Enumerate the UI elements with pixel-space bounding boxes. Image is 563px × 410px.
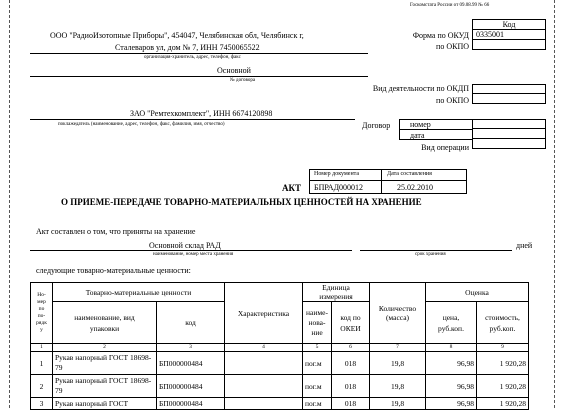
depositor-caption: поклажедатель (наименование, адрес, телефон, факс, фамилия, имя, отчество) bbox=[58, 122, 225, 127]
term-line bbox=[360, 250, 512, 251]
col-number: 6 bbox=[332, 344, 370, 352]
custodian-address: Сталеваров ул, дом № 7, ИНН 7450065522 bbox=[115, 43, 260, 52]
row-characteristic bbox=[225, 352, 303, 375]
row-cost: 1 920,28 bbox=[477, 398, 529, 410]
col-unit-header: Единица измерения bbox=[303, 283, 370, 302]
contract-label: Договор bbox=[362, 121, 391, 130]
doc-date-header: Дата составления bbox=[387, 171, 432, 177]
operation-label: Вид операции bbox=[421, 143, 469, 152]
contract-number-cell bbox=[472, 119, 546, 129]
okud-value: 0335001 bbox=[476, 30, 504, 39]
row-price: 96,98 bbox=[426, 375, 477, 398]
col-number: 5 bbox=[303, 344, 332, 352]
doc-date: 25.02.2010 bbox=[397, 183, 433, 192]
col-code-header: код bbox=[157, 302, 225, 344]
doc-info-divider-h bbox=[309, 180, 467, 181]
header-note: Госкомстата России от 09.08.99 № 66 bbox=[410, 3, 490, 8]
custodian-caption: организация-хранитель, адрес, телефон, факс bbox=[144, 55, 241, 60]
table-row bbox=[31, 352, 529, 375]
row-cost: 1 920,28 bbox=[477, 352, 529, 375]
row-unit: пог.м bbox=[303, 375, 332, 398]
basis-value: Основной bbox=[217, 66, 251, 75]
custodian-name: ООО "РадиоИзотопные Приборы", 454047, Челябинская обл, Челябинск г, bbox=[50, 31, 304, 40]
contract-date-label: дата bbox=[410, 131, 425, 140]
operation-cell bbox=[472, 139, 546, 149]
row-item-name: Рукав напорный ГОСТ bbox=[53, 398, 157, 410]
col-eval-header: Оценка bbox=[426, 283, 529, 302]
basis-caption: № договора bbox=[230, 78, 256, 83]
row-item-code: БП000000484 bbox=[157, 375, 225, 398]
act-intro: Акт составлен о том, что приняты на хранение bbox=[36, 227, 196, 236]
col-number: 7 bbox=[370, 344, 426, 352]
act-word: АКТ bbox=[282, 183, 302, 193]
col-number: 9 bbox=[477, 344, 529, 352]
row-cost: 1 920,28 bbox=[477, 375, 529, 398]
row-characteristic bbox=[225, 375, 303, 398]
col-number: 2 bbox=[53, 344, 157, 352]
row-okei: 018 bbox=[332, 375, 370, 398]
row-number: 1 bbox=[31, 352, 53, 375]
col-char-header: Характеристика bbox=[225, 283, 303, 344]
col-price-header: цена, руб.коп. bbox=[426, 302, 477, 344]
okud-cell bbox=[472, 30, 546, 40]
row-quantity: 19,8 bbox=[370, 375, 426, 398]
term-caption: срок хранения bbox=[415, 252, 446, 257]
row-okei: 018 bbox=[332, 398, 370, 410]
right-page-border bbox=[554, 0, 555, 408]
following-label: следующие товарно-материальные ценности: bbox=[36, 266, 191, 275]
col-number: 3 bbox=[157, 344, 225, 352]
row-item-name: Рукав напорный ГОСТ 18698-79 bbox=[53, 352, 157, 375]
contract-inner-divider bbox=[399, 129, 473, 130]
days-label: дней bbox=[516, 241, 533, 250]
okdp-cell bbox=[472, 84, 546, 94]
depositor-name: ЗАО "Ремтехкомплект", ИНН 6674120898 bbox=[130, 109, 273, 118]
col-unit-name-header: наиме- нова- ние bbox=[303, 302, 332, 344]
row-item-name: Рукав напорный ГОСТ 18698-79 bbox=[53, 375, 157, 398]
okud-label: Форма по ОКУД bbox=[412, 31, 469, 40]
doc-number: БПРАД000012 bbox=[314, 183, 364, 192]
okpo-label-2: по ОКПО bbox=[436, 96, 469, 105]
row-item-code: БП000000484 bbox=[157, 352, 225, 375]
table-row bbox=[31, 375, 529, 398]
contract-number-label: номер bbox=[410, 120, 431, 129]
depositor-line bbox=[30, 119, 355, 120]
col-qty-header: Количество (масса) bbox=[370, 283, 426, 344]
okpo-label-1: по ОКПО bbox=[436, 42, 469, 51]
act-title: О ПРИЕМЕ-ПЕРЕДАЧЕ ТОВАРНО-МАТЕРИАЛЬНЫХ ЦЕННОСТЕЙ НА ХРАНЕНИЕ bbox=[61, 197, 422, 207]
col-number: 1 bbox=[31, 344, 53, 352]
warehouse-name: Основной склад РАД bbox=[149, 241, 221, 250]
doc-info-divider-v bbox=[381, 169, 382, 194]
warehouse-caption: наименование, номер места хранения bbox=[153, 252, 234, 257]
warehouse-line bbox=[30, 250, 352, 251]
row-quantity: 19,8 bbox=[370, 398, 426, 410]
row-unit: пог.м bbox=[303, 352, 332, 375]
col-goods-header: Товарно-материальные ценности bbox=[53, 283, 225, 302]
code-title: Код bbox=[502, 20, 516, 29]
okpo-cell-2 bbox=[472, 94, 546, 104]
row-okei: 018 bbox=[332, 352, 370, 375]
row-number: 3 bbox=[31, 398, 53, 410]
row-unit: пог.м bbox=[303, 398, 332, 410]
col-okei-header: код по ОКЕИ bbox=[332, 302, 370, 344]
custodian-line bbox=[30, 53, 368, 54]
row-item-code: БП000000484 bbox=[157, 398, 225, 410]
col-num-header: Но- мер по по- рядк у bbox=[31, 283, 53, 344]
column-number-row bbox=[31, 344, 529, 352]
basis-line bbox=[30, 76, 368, 77]
okdp-label: Вид деятельности по ОКДП bbox=[372, 84, 469, 93]
row-price: 96,98 bbox=[426, 398, 477, 410]
doc-number-header: Номер документа bbox=[314, 171, 360, 177]
row-number: 2 bbox=[31, 375, 53, 398]
col-name-header: наименование, вид упаковки bbox=[53, 302, 157, 344]
col-number: 8 bbox=[426, 344, 477, 352]
row-price: 96,98 bbox=[426, 352, 477, 375]
code-cell-3 bbox=[472, 50, 546, 60]
left-page-border bbox=[9, 0, 10, 408]
code-box-title bbox=[472, 19, 546, 30]
col-number: 4 bbox=[225, 344, 303, 352]
contract-date-cell bbox=[472, 129, 546, 139]
goods-table bbox=[30, 282, 529, 410]
okpo-cell-1 bbox=[472, 40, 546, 50]
row-quantity: 19,8 bbox=[370, 352, 426, 375]
col-cost-header: стоимость, руб.коп. bbox=[477, 302, 529, 344]
